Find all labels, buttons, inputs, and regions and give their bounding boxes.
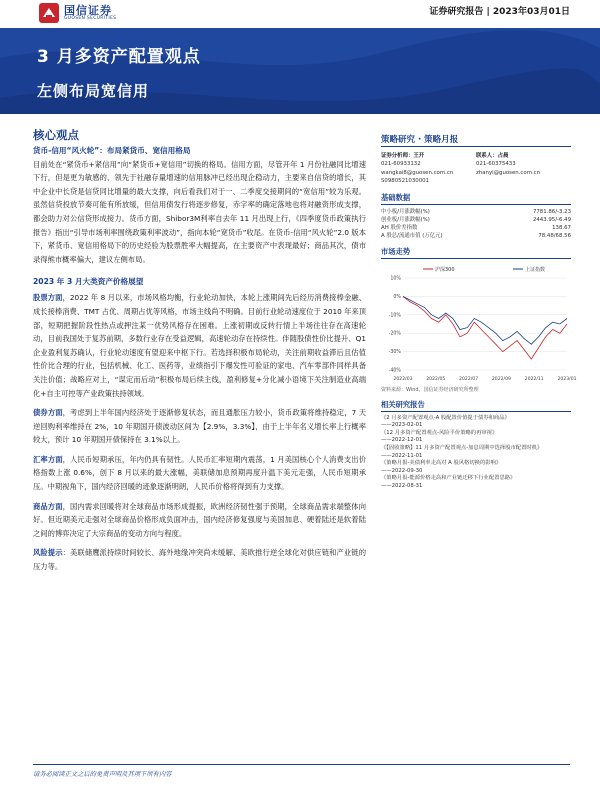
market-trend-svg: [381, 262, 577, 384]
logo-name-cn: 国信证券: [64, 3, 112, 17]
related-report-date: ——2022-12-01: [381, 437, 423, 444]
basic-data-value: 138.67: [552, 224, 571, 231]
series-line-hs300: [403, 296, 567, 359]
outlook-heading: 2023 年 3 月大类资产价格展望: [33, 277, 144, 287]
x-tick-label: 2022/09: [491, 376, 511, 382]
fx-text: ，人民币短期承压，年内仍具有韧性。人民币汇率短期内震荡，1 月美国核心个人消费支出价格指数上涨 0.6%，创下 8 月以来的最大涨幅，美联储加息预期再度升温下美元走强，人民币短期承压。中期视角下，国内经济回暖的迹象逐渐明朗，人民币价格将得到有力支撑。: [33, 454, 366, 492]
y-tick-label: 0%: [393, 294, 401, 300]
legend-label: 沪深300: [435, 266, 455, 273]
fx-paragraph: [33, 453, 366, 494]
x-tick-label: 2022/05: [426, 376, 446, 382]
commodity-key: 商品方面: [33, 501, 63, 511]
basic-data-key: AH 股价差指数: [381, 224, 418, 231]
basic-data-row: [381, 232, 571, 240]
main-content: [33, 126, 366, 574]
analyst-2-email[interactable]: zhanyi@guosen.com.cn: [476, 169, 541, 176]
basic-data-value: 2443.95/-6.49: [532, 216, 571, 223]
footer-divider: [33, 764, 570, 765]
basic-data-heading: 基础数据: [381, 193, 571, 205]
y-tick-label: -40%: [388, 368, 401, 374]
x-tick-label: 2022/07: [459, 376, 479, 382]
analyst-info: [381, 152, 571, 186]
related-research-heading: 相关研究报告: [381, 400, 571, 412]
sidebar: [381, 133, 577, 491]
chart-source: 资料来源：Wind、国信证券经济研究所整理: [381, 386, 479, 393]
basic-data-row: [381, 216, 571, 224]
basic-data-row: [381, 208, 571, 216]
bond-text: ，考虑到上半年国内经济处于逐渐修复状态，而且通胀压力较小，货币政策将维持稳定，7 天逆回购利率维持在 2%，10 年期国开债波动区间为【2.9%，3.3%】，由于上半年名义增长率上行概率较大，预计 10 年期国开债保持在 3.1%以上。: [33, 408, 366, 445]
x-tick-label: 2022/03: [393, 376, 413, 382]
related-report-title[interactable]: 《12 月多资产配置观点-风险平价策略的再审视》: [381, 429, 498, 436]
y-tick-label: -30%: [388, 349, 401, 355]
y-tick-label: -10%: [388, 312, 401, 318]
credit-heading: 货币-信用“风火轮”：布局紧货币、宽信用格局: [33, 146, 191, 155]
report-subtitle: 左侧布局宽信用: [37, 82, 150, 100]
market-trend-chart: [381, 262, 577, 384]
title-banner: [0, 28, 600, 114]
commodity-text: ，国内需求回暖将对全球商品市场形成提振，欧洲经济韧性强于预期，全球商品需求端整体向好。但近期美元走强对全球商品价格形成负面冲击，国内经济修复强度与美国加息、硬着陆还是软着陆之间的博弈决定了大宗商品的变动方向与程度。: [33, 501, 366, 538]
fx-key: 汇率方面: [33, 454, 63, 464]
related-report-title[interactable]: 《【固收策略】11 月多资产配置观点-加息周期中选择股市配置时机》: [381, 445, 543, 451]
related-report[interactable]: [381, 415, 571, 430]
related-report[interactable]: [381, 445, 571, 460]
related-report[interactable]: [381, 475, 571, 490]
related-report-date: ——2022-11-01: [381, 452, 423, 459]
related-report[interactable]: [381, 460, 571, 475]
basic-data-key: A 股总/流通市值 (万亿元): [381, 232, 443, 239]
core-views-heading: 核心观点: [33, 128, 79, 142]
basic-data-value: 7781.86/-3.23: [532, 208, 571, 215]
stock-key: 股票方面: [33, 293, 63, 303]
basic-data-value: 78.48/68.56: [538, 232, 571, 239]
basic-data-key: 中小板/月涨跌幅(%): [381, 208, 430, 215]
related-report-title[interactable]: 《策略月报-能源价格走高和产业链迁移下行业配置思路》: [381, 475, 516, 482]
stock-text: ，2022 年 8 月以来，市场风格均衡，行业轮动加快，本轮上涨期间先后经历消费接棒金融、成长接棒消费、TMT 占优、周期占优等风格，市场主线尚不明确。目前行业轮动速度位于 2010 年来顶部，短期把握阶段性热点或押注某一优势风格存在困难。上涨初期或反转行情上半场往往存在高速轮动，目前我国处于复苏前期，多数行业存在受益逻辑，高速轮动存在持续性。伴随股债性价比提升、Q1 企业盈利复苏确认，行业轮动速度有望迎来中枢下行。若选择积极布局轮动，关注前期收益滞后且估值性价比合理的行业，包括机械、化工、医药等，业绩指引下爆发性可验证的家电、汽车零部件同样具备关注价值；战略应对上，“谋定而后动”积极布局后续主线，盈利修复+分化减小语境下关注制造业高端化+自主可控等产业政策扶持领域。: [33, 293, 366, 398]
x-tick-label: 2022/11: [524, 376, 544, 382]
risk-paragraph: [33, 546, 366, 573]
basic-data-table: [381, 208, 571, 240]
analyst-1-phone: 021-60933132: [381, 161, 421, 168]
stock-paragraph: [33, 291, 366, 400]
logo-name-en: GUOSEN SECURITIES: [64, 15, 117, 21]
basic-data-row: [381, 224, 571, 232]
related-report-title[interactable]: 《策略月报-美债利率走高对 A 股风格切换的影响》: [381, 460, 502, 467]
y-tick-label: -20%: [388, 331, 401, 337]
footer-disclaimer: 请务必阅读正文之后的免责声明及其项下所有内容: [33, 771, 172, 778]
series-line-sse: [403, 296, 567, 344]
analyst-2-phone: 021-60375433: [476, 161, 516, 168]
bond-paragraph: [33, 406, 366, 447]
basic-data-key: 创业板/月涨跌幅(%): [381, 216, 430, 223]
analyst-1-email[interactable]: wangkai8@guosen.com.cn: [381, 169, 454, 176]
bond-key: 债券方面: [33, 408, 63, 418]
related-report-date: ——2022-08-31: [381, 482, 423, 489]
y-tick-label: 10%: [390, 276, 401, 282]
related-report-date: ——2022-09-30: [381, 467, 423, 474]
x-tick-label: 2023/01: [557, 376, 577, 382]
credit-text: 目前处在“紧货币+紧信用”向“紧货币+宽信用”切换的格局。信用方面，尽管开年 1 月份社融同比增速下行，但是更为敏感的、领先于社融存量增速的信用脉冲已经出现企稳动力，主要来自信贷的增长，其中企业中长贷是信贷同比增量的最大支撑，向后看我们对于一、二季度交接期间的“宽信用”较为乐观。虽然信贷投放节奏可能有所放缓，但信用债发行将逐步修复，赤字率的确定落地也将对融资形成支撑，都会助力对公信贷形成接力。货币方面，Shibor3M利率自去年 11 月出现上行，《四季度货币政策执行报告》指出“引导市场利率围绕政策利率波动”，指向本轮“宽货币”收尾。在货币-信用“风火轮”2.0 版本下，紧货币、宽信用格局下的历史经验为股票胜率大幅提高，在主要资产中表现最好；商品其次，债市录得熊市概率偏大，建议左侧布局。: [33, 159, 366, 264]
credit-paragraph: [33, 144, 366, 266]
market-trend-heading: 市场走势: [381, 247, 571, 259]
analyst-2: [476, 152, 571, 186]
top-bar: [0, 0, 600, 28]
guosen-logo: [38, 2, 116, 24]
commodity-paragraph: [33, 500, 366, 541]
related-report-date: ——2023-02-01: [381, 422, 423, 429]
related-report[interactable]: [381, 430, 571, 445]
guosen-logo-icon: [38, 2, 60, 24]
risk-key: 风险提示: [33, 548, 63, 558]
analyst-1: [381, 152, 476, 186]
legend-label: 上证指数: [525, 266, 546, 273]
report-title: 3 月多资产配置观点: [37, 47, 201, 67]
risk-text: ：美联储鹰派持续时间较长、海外地缘冲突尚未缓解、美欧推行逆全球化对供应链和产业链的压力等。: [33, 548, 366, 572]
related-report-title[interactable]: 《2 月多资产配置观点-A 股配置价值提于债券和商品》: [381, 414, 510, 421]
analyst-1-cert: S0980521030001: [381, 178, 430, 185]
banner-wave-decoration: [0, 28, 600, 114]
analyst-2-label: 联系人：占晨: [476, 153, 509, 159]
report-category: 策略研究 · 策略月报: [381, 133, 571, 147]
report-type-date: 证券研究报告 | 2023年03月01日: [429, 7, 570, 17]
analyst-1-label: 证券分析师：王开: [381, 153, 425, 159]
related-research-list: [381, 415, 571, 491]
